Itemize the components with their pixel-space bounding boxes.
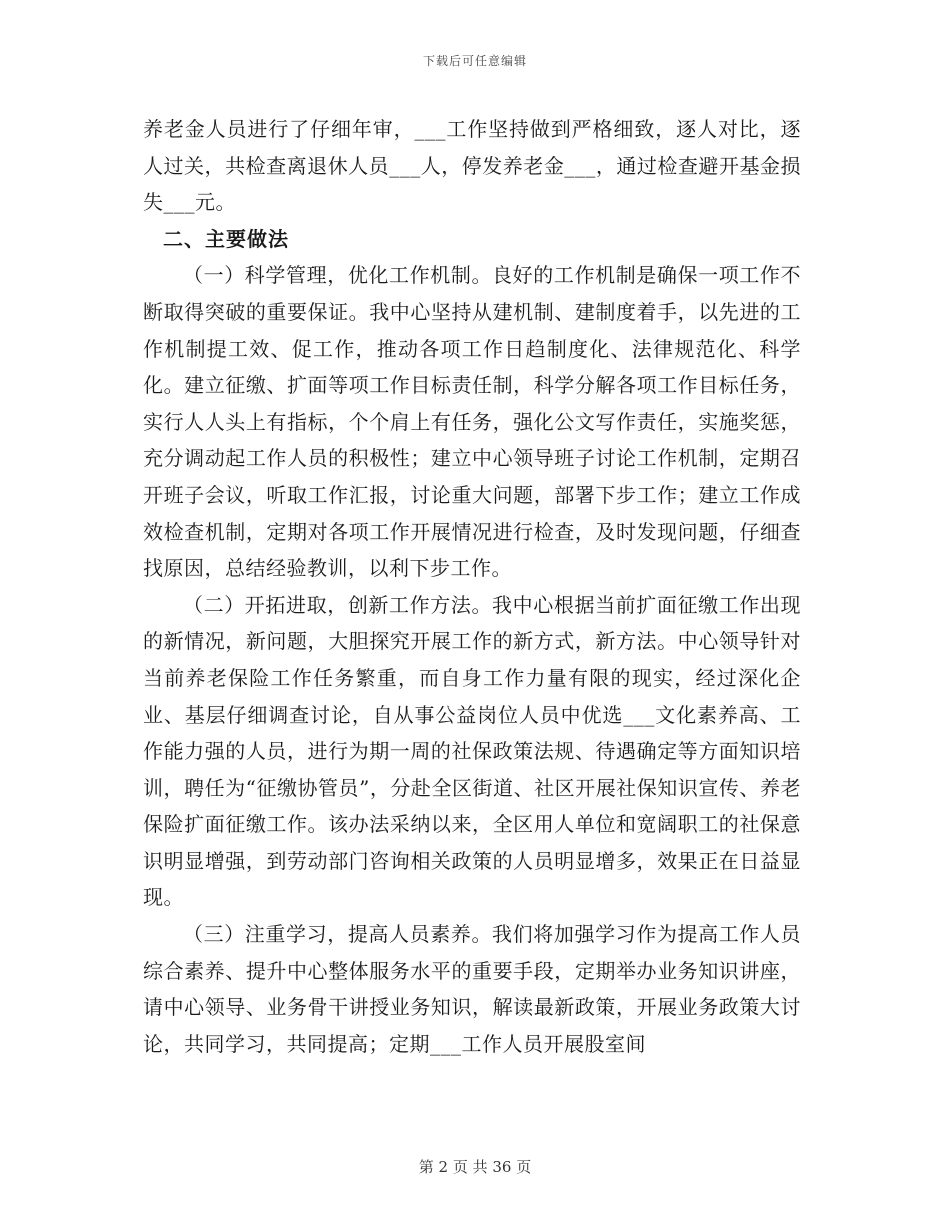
page-header: 下载后可任意编辑 — [422, 54, 527, 68]
paragraph-2: （二）开拓进取，创新工作方法。我中心根据当前扩面征缴工作出现的新情况，新问题，大胆探究开展工作的新方式，新方法。中心领导针对当前养老保险工作任务繁重，而自身工作力量有限的现实，经过深化企业、基层仔细调查讨论，自从事公益岗位人员中优选___文化素养高、工作能力强的人员，进行为期一周的社保政策法规、待遇确定等方面知识培训，聘任为“征缴协管员”，分赴全区街道、社区开展社保知识宣传、养老保险扩面征缴工作。该办法采纳以来，全区用人单位和宽阔职工的社保意识明显增强，到劳动部门咨询相关政策的人员明显增多，效果正在日益显现。 — [143, 592, 801, 910]
page-number: 第 2 页 共 36 页 — [418, 1158, 532, 1176]
paragraph-continued: 养老金人员进行了仔细年审，___工作坚持做到严格细致，逐人对比，逐人过关，共检查离退休人员___人，停发养老金___，通过检查避开基金损失___元。 — [143, 117, 801, 215]
paragraph-1: （一）科学管理，优化工作机制。良好的工作机制是确保一项工作不断取得突破的重要保证。我中心坚持从建机制、建制度着手，以先进的工作机制提工效、促工作，推动各项工作日趋制度化、法律规范化、科学化。建立征缴、扩面等项工作目标责任制，科学分解各项工作目标任务，实行人人头上有指标，个个肩上有任务，强化公文写作责任，实施奖惩，充分调动起工作人员的积极性；建立中心领导班子讨论工作机制，定期召开班子会议，听取工作汇报，讨论重大问题，部署下步工作；建立工作成效检查机制，定期对各项工作开展情况进行检查，及时发现问题，仔细查找原因，总结经验教训，以利下步工作。 — [143, 263, 801, 581]
document-body — [143, 111, 801, 1062]
paragraph-3: （三）注重学习，提高人员素养。我们将加强学习作为提高工作人员综合素养、提升中心整体服务水平的重要手段，定期举办业务知识讲座，请中心领导、业务骨干讲授业务知识，解读最新政策，开展业务政策大讨论，共同学习，共同提高；定期___工作人员开展股室间 — [143, 922, 801, 1056]
section-heading: 二、主要做法 — [163, 226, 289, 251]
